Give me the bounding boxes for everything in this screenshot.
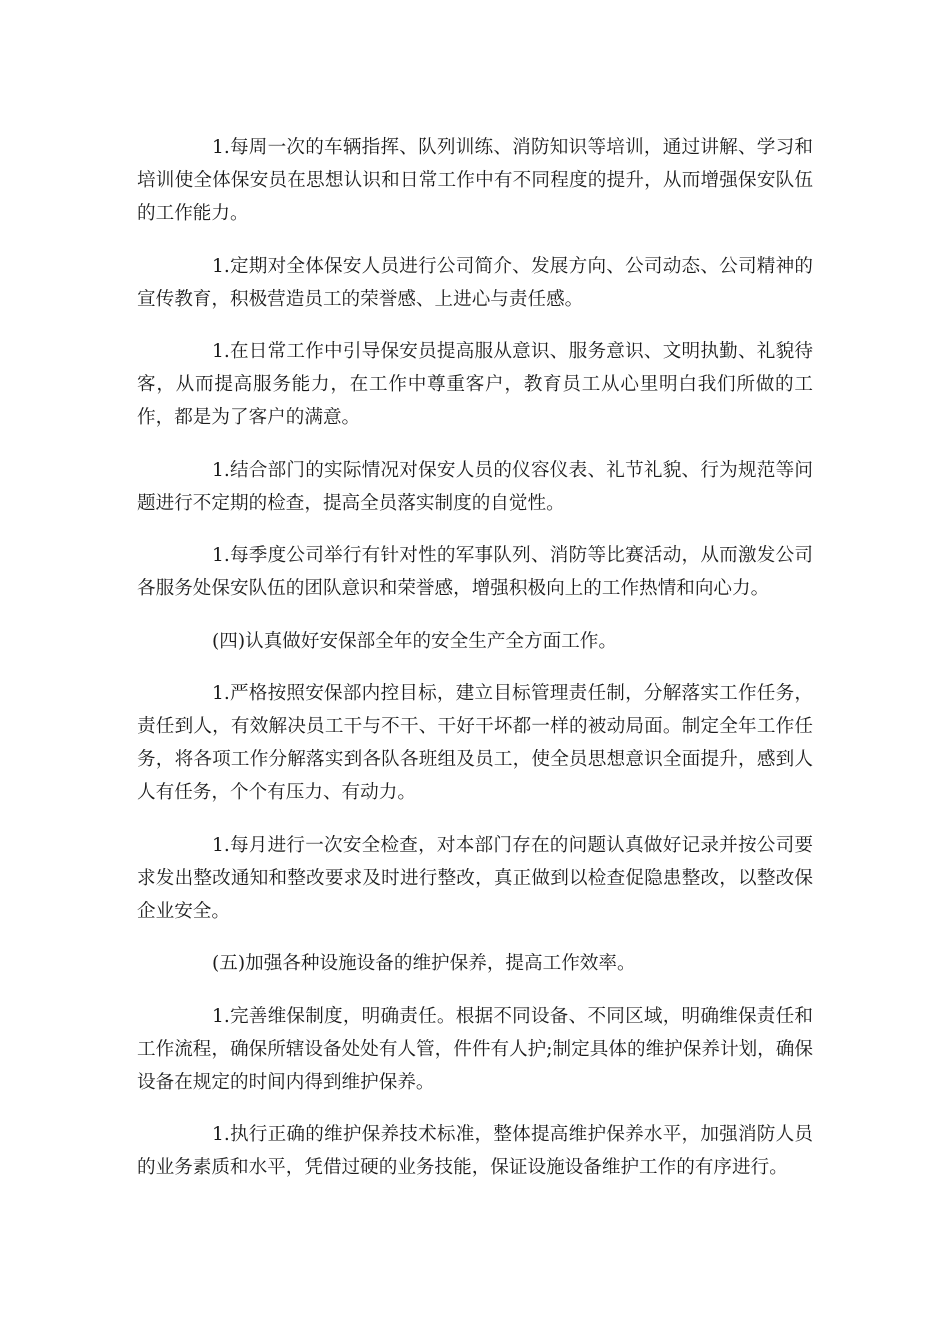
paragraph-competition: 1.每季度公司举行有针对性的军事队列、消防等比赛活动，从而激发公司各服务处保安队伍的团队意识和荣誉感，增强积极向上的工作热情和向心力。 bbox=[137, 545, 813, 599]
section-heading-4: (四)认真做好安保部全年的安全生产全方面工作。 bbox=[212, 630, 617, 652]
paragraph-safety-check: 1.每月进行一次安全检查，对本部门存在的问题认真做好记录并按公司要求发出整改通知和整改要求及时进行整改，真正做到以检查促隐患整改，以整改保企业安全。 bbox=[137, 834, 813, 922]
paragraph-responsibility-system: 1.严格按照安保部内控目标，建立目标管理责任制，分解落实工作任务，责任到人，有效解决员工干与不干、干好干坏都一样的被动局面。制定全年工作任务，将各项工作分解落实到各队各班组及员工，使全员思想意识全面提升，感到人人有任务，个个有压力、有动力。 bbox=[137, 683, 813, 803]
paragraph-inspection: 1.结合部门的实际情况对保安人员的仪容仪表、礼节礼貌、行为规范等问题进行不定期的检查，提高全员落实制度的自觉性。 bbox=[137, 459, 813, 514]
paragraph-publicity-education: 1.定期对全体保安人员进行公司简介、发展方向、公司动态、公司精神的宣传教育，积极营造员工的荣誉感、上进心与责任感。 bbox=[137, 255, 813, 310]
paragraph-training: 1.每周一次的车辆指挥、队列训练、消防知识等培训，通过讲解、学习和培训使全体保安员在思想认识和日常工作中有不同程度的提升，从而增强保安队伍的工作能力。 bbox=[137, 137, 813, 224]
section-heading-5: (五)加强各种设施设备的维护保养，提高工作效率。 bbox=[212, 953, 636, 974]
paragraph-maintenance-standard: 1.执行正确的维护保养技术标准，整体提高维护保养水平，加强消防人员的业务素质和水平，凭借过硬的业务技能，保证设施设备维护工作的有序进行。 bbox=[137, 1124, 813, 1178]
document-body bbox=[137, 131, 813, 1204]
paragraph-maintenance-system: 1.完善维保制度，明确责任。根据不同设备、不同区域，明确维保责任和工作流程，确保所辖设备处处有人管，件件有人护;制定具体的维护保养计划，确保设备在规定的时间内得到维护保养。 bbox=[137, 1005, 813, 1093]
paragraph-service-awareness: 1.在日常工作中引导保安员提高服从意识、服务意识、文明执勤、礼貌待客，从而提高服务能力，在工作中尊重客户，教育员工从心里明白我们所做的工作，都是为了客户的满意。 bbox=[137, 341, 813, 428]
